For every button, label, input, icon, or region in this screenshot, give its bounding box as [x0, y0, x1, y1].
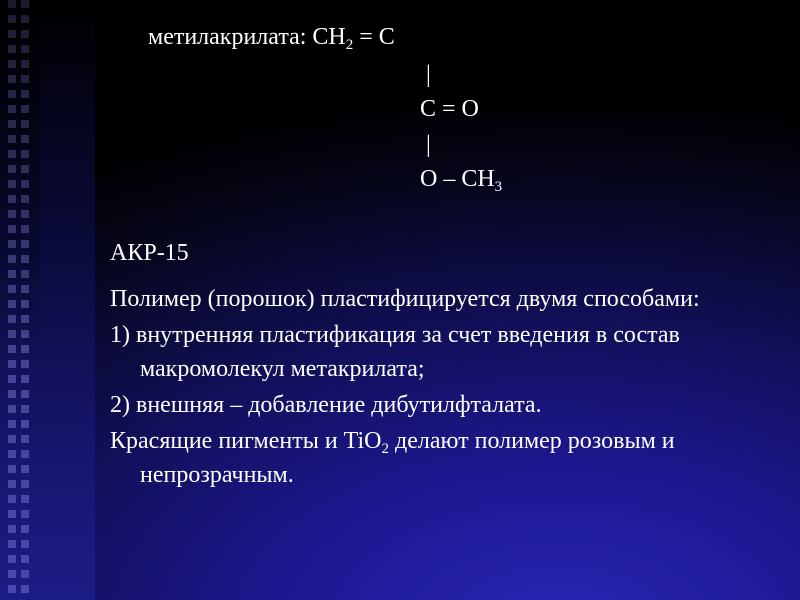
pigments-text-end: делают полимер розовым и непрозрачным. [140, 428, 675, 488]
formula-ester-o: O – CH [420, 166, 495, 192]
formula-ester-line [420, 160, 502, 198]
tio2-subscript: 2 [381, 441, 389, 457]
left-decorative-strip [0, 0, 95, 600]
formula-bond-2: | [426, 132, 431, 158]
formula-double-bond-c: = C [359, 24, 395, 50]
formula-ch2-subscript: 2 [345, 37, 354, 53]
paragraph-pigments [110, 424, 790, 492]
decorative-fade [0, 0, 40, 600]
formula-line-1 [148, 18, 395, 56]
paragraph-plasticization: Полимер (порошок) пластифицируется двумя способами: [110, 286, 700, 312]
formula-ch2: CH [312, 24, 346, 50]
slide-heading: АКР-15 [110, 240, 189, 266]
list-item-internal: 1) внутренняя пластификация за счет введения в состав макромолекул метакрилата; [110, 322, 680, 382]
slide-body [110, 236, 790, 494]
pigments-text-start: Красящие пигменты и TiO [110, 428, 382, 454]
formula-carbonyl: C = O [420, 96, 479, 122]
formula-label: метилакрилата: [148, 24, 307, 50]
formula-bond-1: | [426, 62, 431, 88]
formula-ch3-subscript: 3 [494, 179, 503, 195]
list-item-external: 2) внешняя – добавление дибутилфталата. [110, 392, 542, 418]
